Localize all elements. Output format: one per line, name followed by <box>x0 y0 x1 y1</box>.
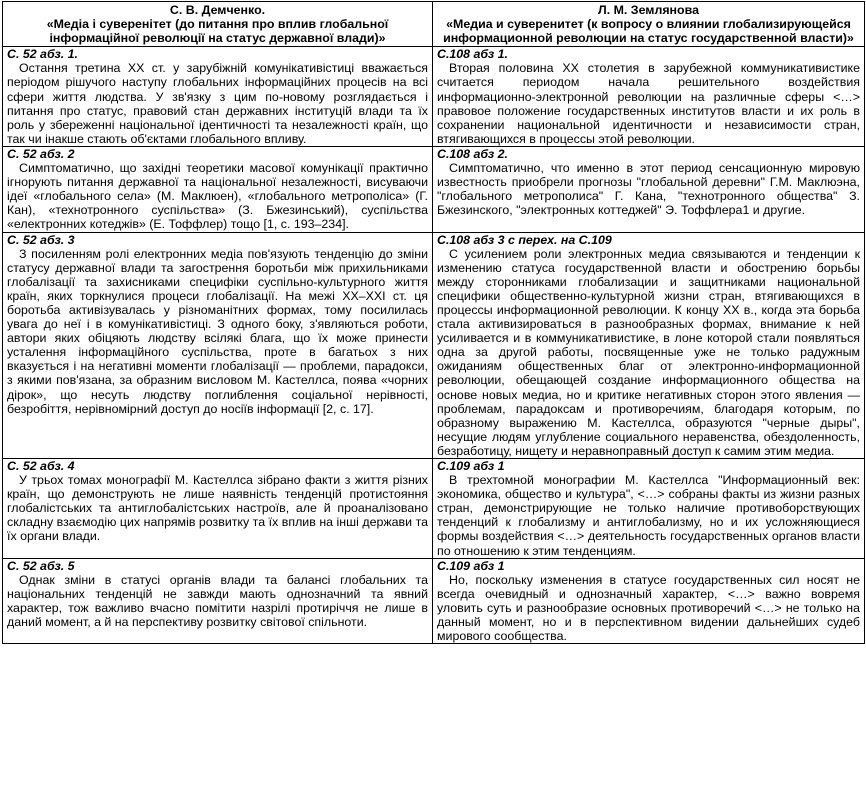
paragraph-text: У трьох томах монографії М. Кастеллса зібрано факти з життя різних країн, що демонструють не лише наявність тенденцій протистояння глобалістських та антиглобалістських настроїв, але й проаналізовано складну взаємодію цих напрямів розвитку та їх вплив на інші держави та їх органи влади. <box>7 473 428 544</box>
paragraph-text: Но, поскольку изменения в статусе государственных сил носят не всегда очевидный и однозначный характер, <…> важно вовремя уловить суть и разнообразие основных противоречий <…> не только на данный момент, но и в перспективном видении дальнейших судеб мирового сообщества. <box>437 572 860 644</box>
page-reference: С. 52 абз. 1. <box>7 47 78 62</box>
table-row <box>3 558 865 644</box>
right-cell <box>433 47 865 147</box>
left-cell <box>3 232 433 459</box>
page-reference: С. 52 абз. 2 <box>7 146 75 161</box>
page-reference: С. 52 абз. 3 <box>7 232 75 247</box>
comparison-table <box>2 1 865 644</box>
header-right <box>433 2 865 47</box>
paragraph-text: Остання третина XX ст. у зарубіжній комунікативістиці вважається періодом рішучого наступу глобальних інформаційних процесів на всі сфери життя людства. У зв'язку з цим по-новому розглядається і питання про статус, правовий стан державних інституцій влади та їх роль у збереженні національної ідентичності та незалежності країн, що так чи інакше стають об'єктами глобального впливу. <box>7 61 428 146</box>
page-reference: С.109 абз 1 <box>437 459 505 473</box>
left-title: «Медіа і суверенітет (до питання про вплив глобальної інформаційної революції на статус державної влади)» <box>46 17 389 46</box>
paragraph-text: В трехтомной монографии М. Кастеллса "Информационный век: экономика, общество и культура", <…> собраны факты из жизни разных стран, демонстрирующие не только наличие противоборствующих тенденций к глобализму и антиглобализму, но и их усложняющиеся формы воздействия <…> деятельность государственных органов власти по отношению к этим тенденциям. <box>437 473 860 558</box>
right-cell <box>433 146 865 232</box>
page-reference: С.108 абз 3 с перех. на С.109 <box>437 232 612 247</box>
page-reference: С. 52 абз. 5 <box>7 558 75 573</box>
paragraph-text: З посиленням ролі електронних медіа пов'язують тенденцію до зміни статусу державної влади та загострення боротьби між прихильниками глобалізації та захисниками специфіки суспільно-культурного життя країн, яких торкнулися процеси глобалізації. На межі XX–XXI ст. ця боротьба активізувалась у різноманітних формах, тому посилилась увага до неї і в комунікативістиці. З одного боку, з'являються роботи, автори яких обіцяють людству всілякі блага, що їх може принести усталення інформаційного суспільства, проте в багатьох з них вказується і на негативні моменти глобалізації — проблеми, парадокси, з якими пов'язана, за образним висловом М. Кастеллса, поява «чорних дірок», що несуть людству поглиблення соціальної нерівності, безробіття, нерівномірний доступ до носіїв інформації [2, с. 17]. <box>7 246 428 416</box>
left-cell <box>3 459 433 559</box>
page-reference: С.108 абз 2. <box>437 146 509 161</box>
right-cell <box>433 558 865 644</box>
right-cell <box>433 232 865 459</box>
page-reference: С.109 абз 1 <box>437 558 505 573</box>
table-row <box>3 232 865 459</box>
left-cell <box>3 558 433 644</box>
left-cell <box>3 146 433 232</box>
left-cell <box>3 47 433 147</box>
paragraph-text: Вторая половина XX столетия в зарубежной коммуникативистике считается периодом начала решительного воздействия информационно-электронной революции на различные сферы <…> правовое положение государственных институтов власти и их роль в сохранении национальной идентичности и независимости стран, втягивающихся в процессы этой революции. <box>437 61 860 146</box>
paragraph-text: Симптоматично, что именно в этот период сенсационную мировую известность приобрели прогнозы "глобальной деревни" Г.М. Маклюэна, "глобального метрополиса" Г. Кана, "технотронного общества" З. Бжезинского, "электронных коттеджей" Э. Тоффлера1 и другие. <box>437 161 860 218</box>
right-author: Л. М. Землянова <box>598 3 699 17</box>
page-reference: С.108 абз 1. <box>437 47 509 62</box>
paragraph-text: Однак зміни в статусі органів влади та балансі глобальних та національних тенденцій не завжди мають однозначний та явний характер, тож важливо вчасно помітити назрілі протиріччя не лише в даний момент, а й на перспективу розвитку світової спільноти. <box>7 572 428 630</box>
right-title: «Медиа и суверенитет (к вопросу о влиянии глобализирующейся информационной революции на статус государственной власти)» <box>443 17 854 46</box>
table-row <box>3 47 865 147</box>
right-cell <box>433 459 865 559</box>
header-row <box>3 2 865 47</box>
left-author: С. В. Демченко. <box>169 3 266 17</box>
table-row <box>3 459 865 559</box>
page-reference: С. 52 абз. 4 <box>7 459 75 473</box>
table-row <box>3 146 865 232</box>
paragraph-text: С усилением роли электронных медиа связываются и тенденции к изменению статуса государственной власти и обострению борьбы между сторонниками глобализации и защитниками национальной специфики общественно-культурной жизни стран, втягивающихся в процессы информационной революции. К концу XX в., когда эта борьба стала активизироваться в разнообразных формах, внимание к ней усиливается и в коммуникативистике, в лоне которой стали появляться одна за другой работы, посвященные уже не только радужным ожиданиям общественных благ от электронно-информационной революции, обещающей создание информационного общества на основе новых медиа, но и критике негативных сторон этого явления — проблемам, парадоксам и противоречиям, благодаря которым, по образному выражению М. Кастеллса, образуются "черные дыры", несущие людям углубление социального неравенства, обездоленность, безработицу, нищету и неравноправный доступ к самим этим медиа. <box>437 246 860 458</box>
header-left <box>3 2 433 47</box>
paragraph-text: Симптоматично, що західні теоретики масової комунікації практично ігнорують питання державної та національної незалежності, висуваючи ідеї «глобального села» (М. Маклюен), «глобального метрополіса» (Г. Кан), «технотронного суспільства» (З. Бжезинський), суспільства «електронних котеджів» (Е. Тоффлер) тощо [1, с. 193–234]. <box>7 161 428 232</box>
